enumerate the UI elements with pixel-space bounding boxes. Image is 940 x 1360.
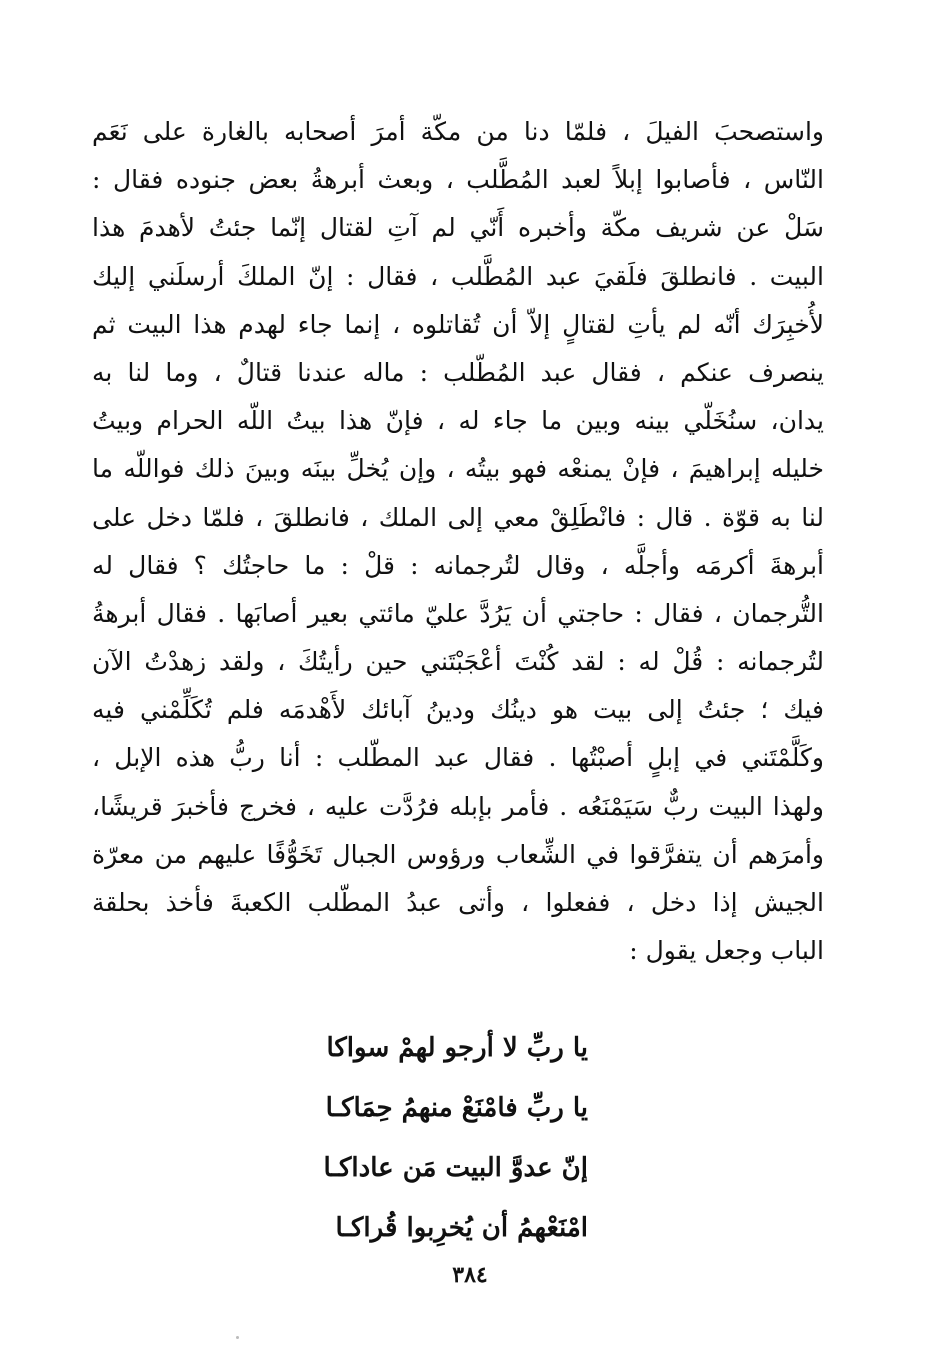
poem-verse: إنّ عدوَّ البيت مَن عاداكـا: [323, 1153, 588, 1183]
paragraph-line: يدان، سنُخَلّي بينه وبين ما جاء له ، فإنّ هذا بيتُ اللّه الحرام وبيتُ: [92, 406, 824, 436]
paragraph-line: الجيش إذا دخل ، ففعلوا ، وأتى عبدُ المطّلب الكعبةَ فأخذ بحلقة: [92, 888, 824, 917]
paragraph-line: وأمرَهم أن يتفرَّقوا في الشِّعاب ورؤوس الجبال تَخَوُّفًا عليهم من معرّة: [92, 839, 824, 869]
poem-verse: يا ربِّ فامْنَعْ منهمُ حِمَاكـا: [325, 1093, 588, 1123]
body-paragraph: [92, 108, 824, 975]
paragraph-line: ينصرف عنكم ، فقال عبد المُطّلب : ماله عندنا قتالٌ ، وما لنا به: [92, 357, 824, 387]
poem-verse: يا ربِّ لا أرجو لهمْ سواكا: [326, 1033, 588, 1063]
paragraph-line: البيت . فانطلقَ فلَقيَ عبد المُطَّلب ، فقال : إنّ الملكَ أرسلَني إليك: [92, 261, 824, 291]
paragraph-line: لتُرجمانه : قُلْ له : لقد كُنْتَ أعْجَبْتَني حين رأيتُكَ ، ولقد زهدْتُ الآن: [92, 647, 824, 677]
paragraph-line: فيك ؛ جئتُ إلى بيت هو دينُك ودينُ آبائك لأَهْدمَه فلم تُكَلِّمْني فيه: [92, 695, 824, 725]
paragraph-line: سَلْ عن شريف مكّة وأخبره أَنّي لم آتِ لقتال إنّما جئتُ لأهدمَ هذا: [92, 213, 824, 243]
paragraph-line: لنا به قوّة . قال : فانْطَلِقْ معي إلى الملك ، فانطلقَ ، فلمّا دخل على: [92, 502, 824, 532]
paragraph-line: الباب وجعل يقول :: [629, 936, 824, 966]
paragraph-line: لأُخبِرَك أنّه لم يأتِ لقتالٍ إلاّ أن تُقاتلوه ، إنما جاء لهدم هذا البيت ثم: [92, 309, 824, 339]
paragraph-line: النّاس ، فأصابوا إبلاً لعبد المُطَّلب ، وبعث أبرهةُ بعض جنوده فقال :: [92, 165, 824, 195]
paragraph-line: ولهذا البيت ربٌّ سَيَمْنَعُه . فأمر بإبله فرُدَّت عليه ، فخرج فأخبرَ قريشًا،: [92, 791, 824, 821]
paragraph-line: التُّرجمان ، فقال : حاجتي أن يَرُدَّ عليّ مائتي بعير أصابَها . فقال أبرهةُ: [92, 598, 824, 628]
paragraph-line: أبرهةَ أكرمَه وأجلَّه ، وقال لتُرجمانه : قلْ : ما حاجتُك ؟ فقال له: [92, 550, 824, 580]
poem-verse: امْنَعْهمُ أن يُخرِبوا قُراكـا: [335, 1213, 588, 1243]
paragraph-line: وكَلَّمْتَني في إبلٍ أصبْتُها . فقال عبد المطّلب : أنا ربُّ هذه الإبل ،: [92, 743, 824, 773]
paragraph-line: واستصحبَ الفيلَ ، فلمّا دنا من مكّة أمرَ أصحابه بالغارة على نَعَم: [92, 117, 824, 146]
page-number: ٣٨٤: [452, 1262, 488, 1288]
scan-speck: [236, 1336, 239, 1339]
paragraph-line: خليله إبراهيمَ ، فإنْ يمنعْه فهو بيتُه ، وإن يُخلِّ بينَه وبينَ ذلك فواللّه ما: [92, 454, 824, 484]
poem: [0, 1018, 940, 1258]
